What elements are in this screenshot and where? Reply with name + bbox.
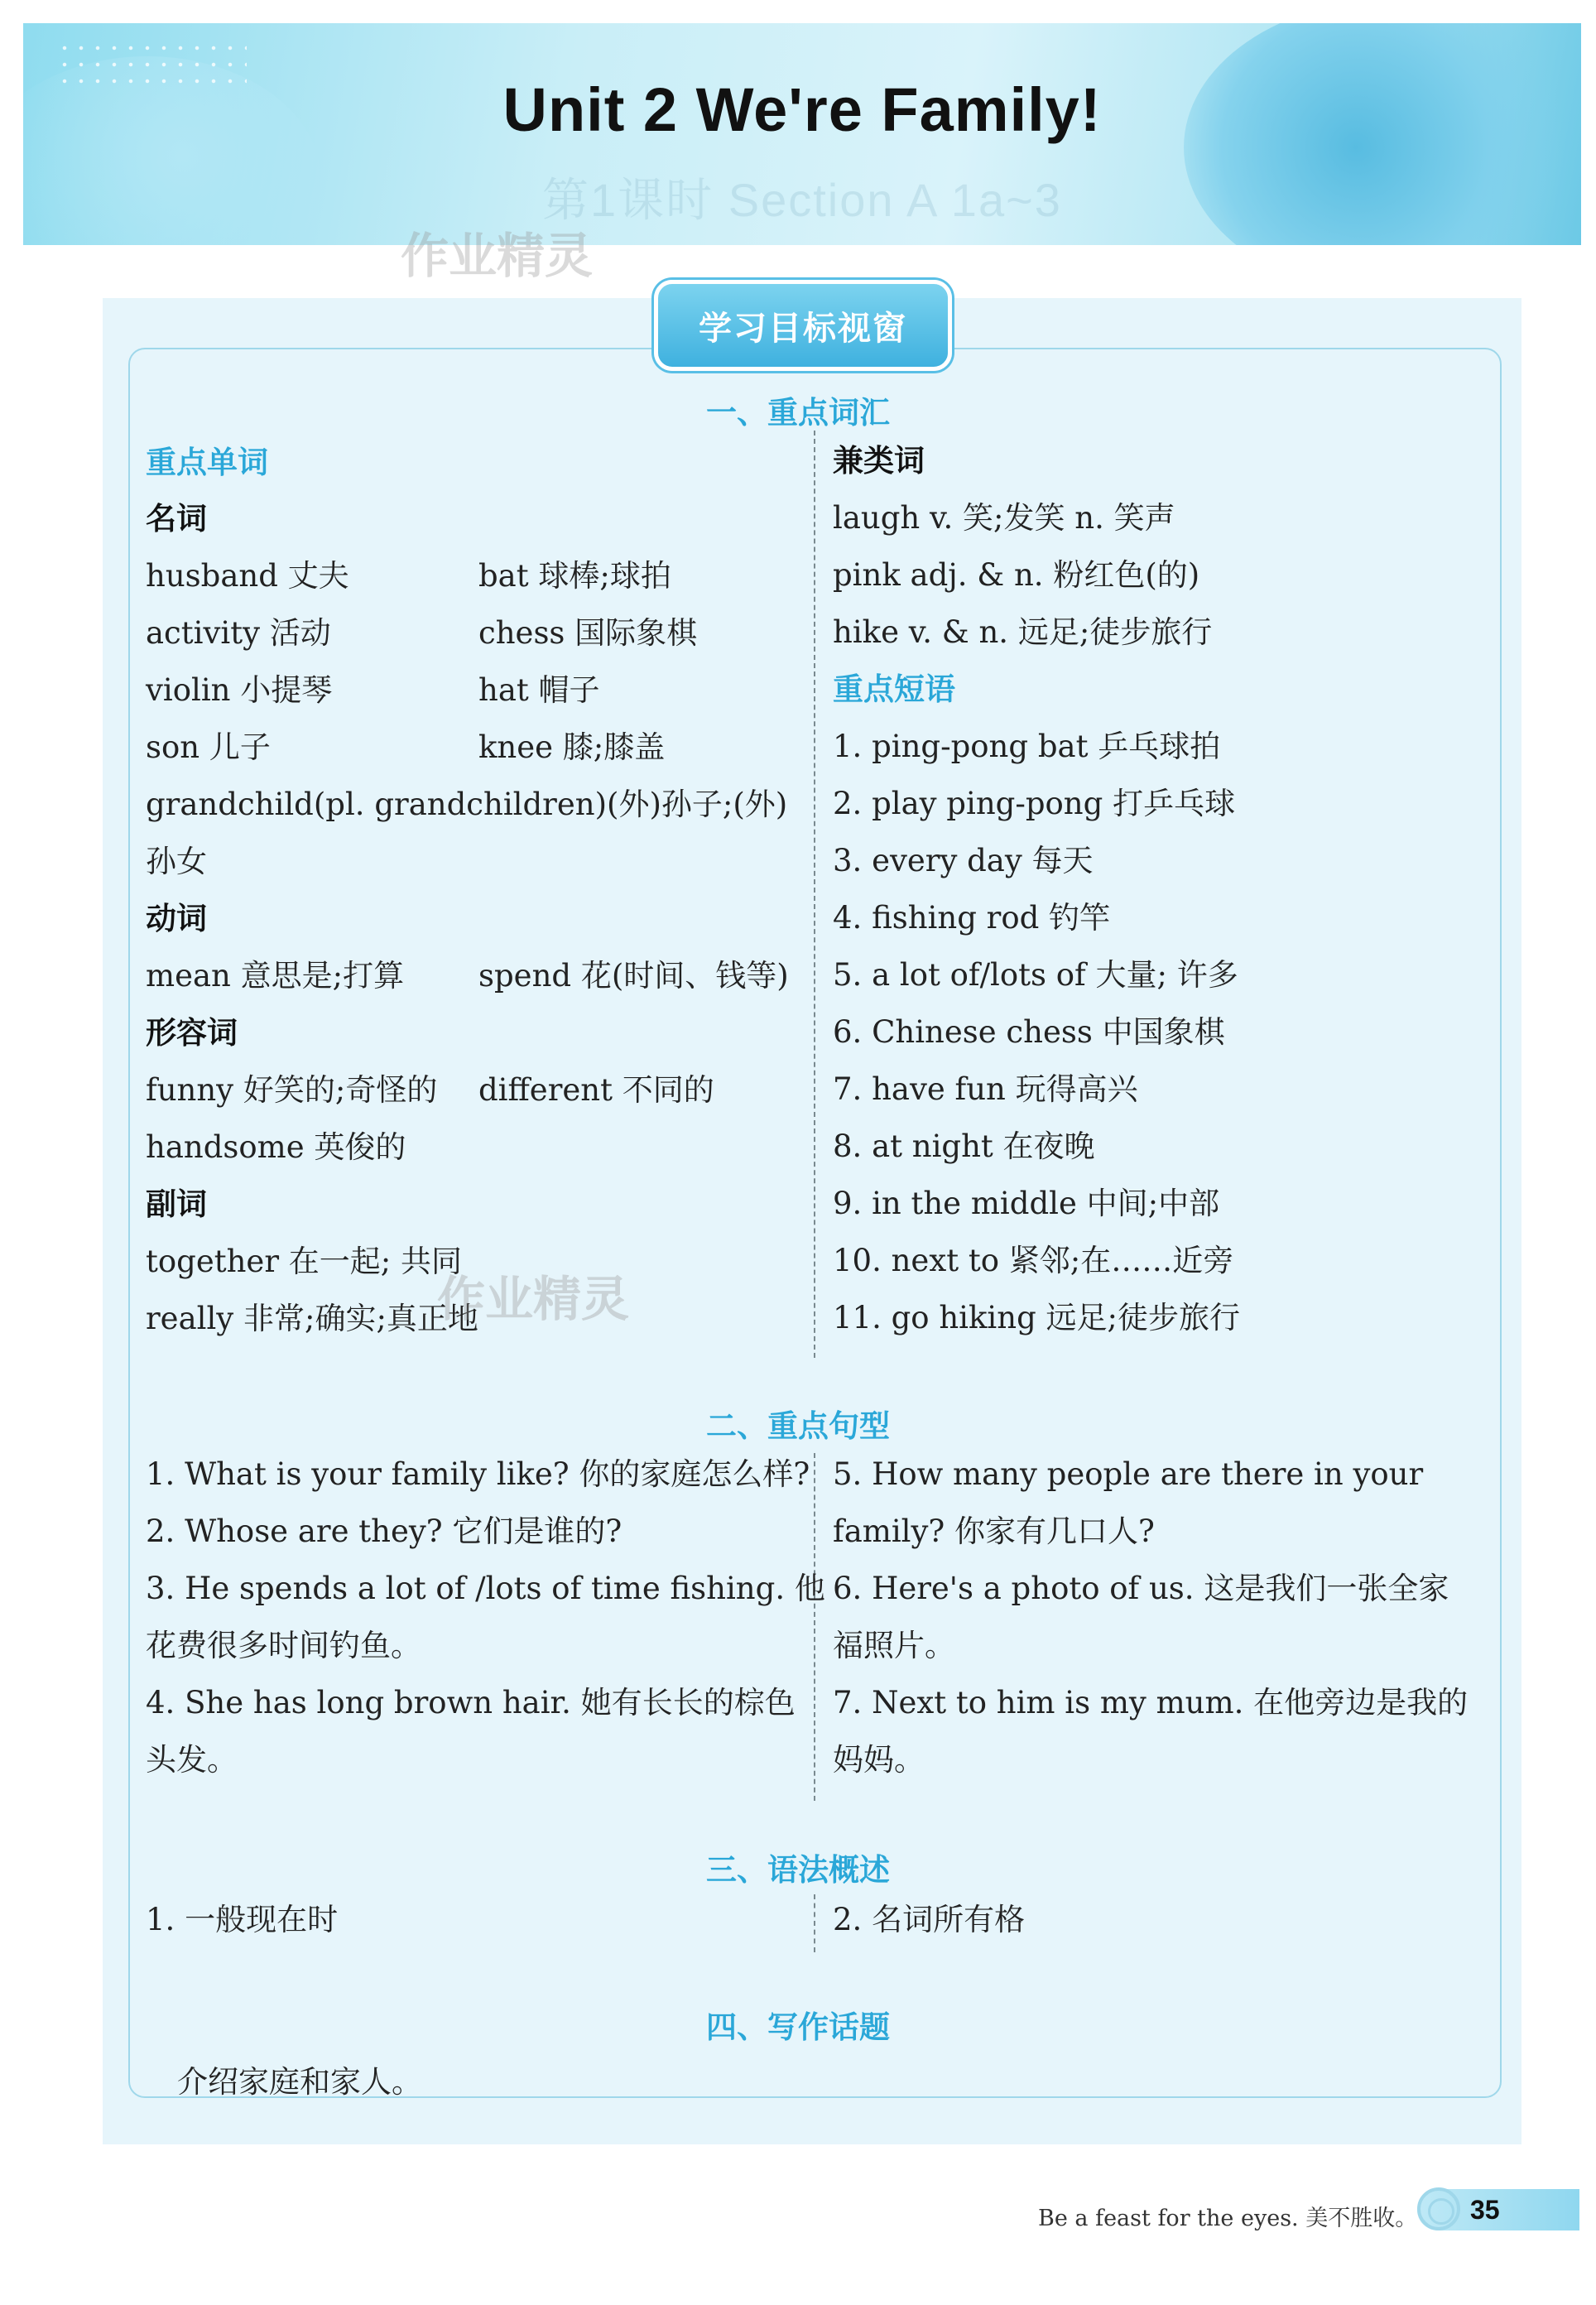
adjective-item: funny 好笑的;奇怪的	[146, 1072, 438, 1108]
sentence-item: 2. Whose are they? 它们是谁的?	[146, 1513, 623, 1549]
noun-item: son 儿子	[146, 729, 271, 765]
phrase-item: 9. in the middle 中间;中部	[833, 1186, 1220, 1221]
phrase-item: 11. go hiking 远足;徒步旅行	[833, 1300, 1240, 1335]
header-band	[23, 23, 1581, 245]
phrase-item: 6. Chinese chess 中国象棋	[833, 1014, 1225, 1050]
section-title-grammar: 三、语法概述	[706, 1852, 890, 1888]
verbs-label: 动词	[146, 901, 207, 936]
adverbs-label: 副词	[146, 1186, 207, 1222]
noun-item: husband 丈夫	[146, 558, 349, 594]
phrase-item: 10. next to 紧邻;在……近旁	[833, 1243, 1234, 1278]
grammar-item: 1. 一般现在时	[146, 1902, 339, 1937]
sentence-item: 6. Here's a photo of us. 这是我们一张全家	[833, 1571, 1449, 1606]
phrases-label: 重点短语	[833, 671, 955, 707]
adverb-item: really 非常;确实;真正地	[146, 1301, 478, 1336]
page-number: 35	[1417, 2189, 1579, 2230]
noun-item: bat 球棒;球拍	[478, 558, 671, 594]
phrase-item: 2. play ping-pong 打乒乓球	[833, 786, 1236, 821]
phrase-item: 5. a lot of/lots of 大量; 许多	[833, 957, 1238, 993]
sentence-item-cont: 妈妈。	[833, 1742, 925, 1778]
noun-item-grandchild-cont: 孙女	[146, 844, 207, 879]
noun-item: hat 帽子	[478, 672, 600, 708]
column-divider	[814, 1453, 815, 1801]
key-words-label: 重点单词	[146, 445, 268, 480]
adjectives-label: 形容词	[146, 1015, 238, 1051]
sentence-item: 1. What is your family like? 你的家庭怎么样?	[146, 1456, 810, 1492]
phrase-item: 4. fishing rod 钓竿	[833, 900, 1111, 936]
watermark: 作业精灵	[401, 228, 594, 284]
study-goals-tag: 学习目标视窗	[654, 280, 952, 371]
phrase-item: 1. ping-pong bat 乒乓球拍	[833, 729, 1221, 764]
swirl-icon	[1417, 2187, 1460, 2230]
nouns-label: 名词	[146, 501, 207, 537]
section-title-sentences: 二、重点句型	[706, 1408, 890, 1444]
noun-item: activity 活动	[146, 615, 331, 651]
sentence-item-cont: 花费很多时间钓鱼。	[146, 1628, 421, 1663]
adjective-item: different 不同的	[478, 1072, 714, 1108]
verb-item: mean 意思是;打算	[146, 958, 405, 994]
column-divider	[814, 1894, 815, 1952]
section-title-writing: 四、写作话题	[706, 2009, 890, 2045]
noun-item: chess 国际象棋	[478, 615, 698, 651]
noun-item: knee 膝;膝盖	[478, 729, 666, 765]
phrase-item: 7. have fun 玩得高兴	[833, 1071, 1138, 1107]
faint-subtitle: 第1课时 Section A 1a~3	[542, 174, 1062, 226]
sentence-item: 5. How many people are there in your	[833, 1456, 1424, 1492]
phrase-item: 8. at night 在夜晚	[833, 1128, 1095, 1164]
multi-class-item: hike v. & n. 远足;徒步旅行	[833, 614, 1213, 650]
phrase-item: 3. every day 每天	[833, 843, 1094, 878]
sentence-item-cont: family? 你家有几口人?	[833, 1513, 1155, 1549]
sentence-item: 7. Next to him is my mum. 在他旁边是我的	[833, 1685, 1469, 1720]
writing-topic: 介绍家庭和家人。	[177, 2064, 422, 2100]
watermark: 作业精灵	[437, 1271, 630, 1327]
adjective-item: handsome 英俊的	[146, 1129, 406, 1165]
grammar-item: 2. 名词所有格	[833, 1902, 1026, 1937]
section-title-vocab: 一、重点词汇	[706, 395, 890, 431]
column-divider	[814, 431, 815, 1358]
footer-motto: Be a feast for the eyes. 美不胜收。	[1038, 2206, 1418, 2231]
multi-class-item: pink adj. & n. 粉红色(的)	[833, 557, 1200, 593]
multi-class-label: 兼类词	[833, 443, 925, 479]
noun-item: violin 小提琴	[146, 672, 333, 708]
sentence-item: 4. She has long brown hair. 她有长长的棕色	[146, 1685, 796, 1720]
sentence-item-cont: 福照片。	[833, 1628, 955, 1663]
adverb-item: together 在一起; 共同	[146, 1244, 462, 1279]
sentence-item-cont: 头发。	[146, 1742, 238, 1778]
verb-item: spend 花(时间、钱等)	[478, 958, 789, 994]
noun-item-grandchild: grandchild(pl. grandchildren)(外)孙子;(外)	[146, 787, 788, 822]
multi-class-item: laugh v. 笑;发笑 n. 笑声	[833, 500, 1175, 536]
sentence-item: 3. He spends a lot of /lots of time fishing. 他	[146, 1571, 825, 1606]
unit-title: Unit 2 We're Family!	[502, 75, 1102, 144]
